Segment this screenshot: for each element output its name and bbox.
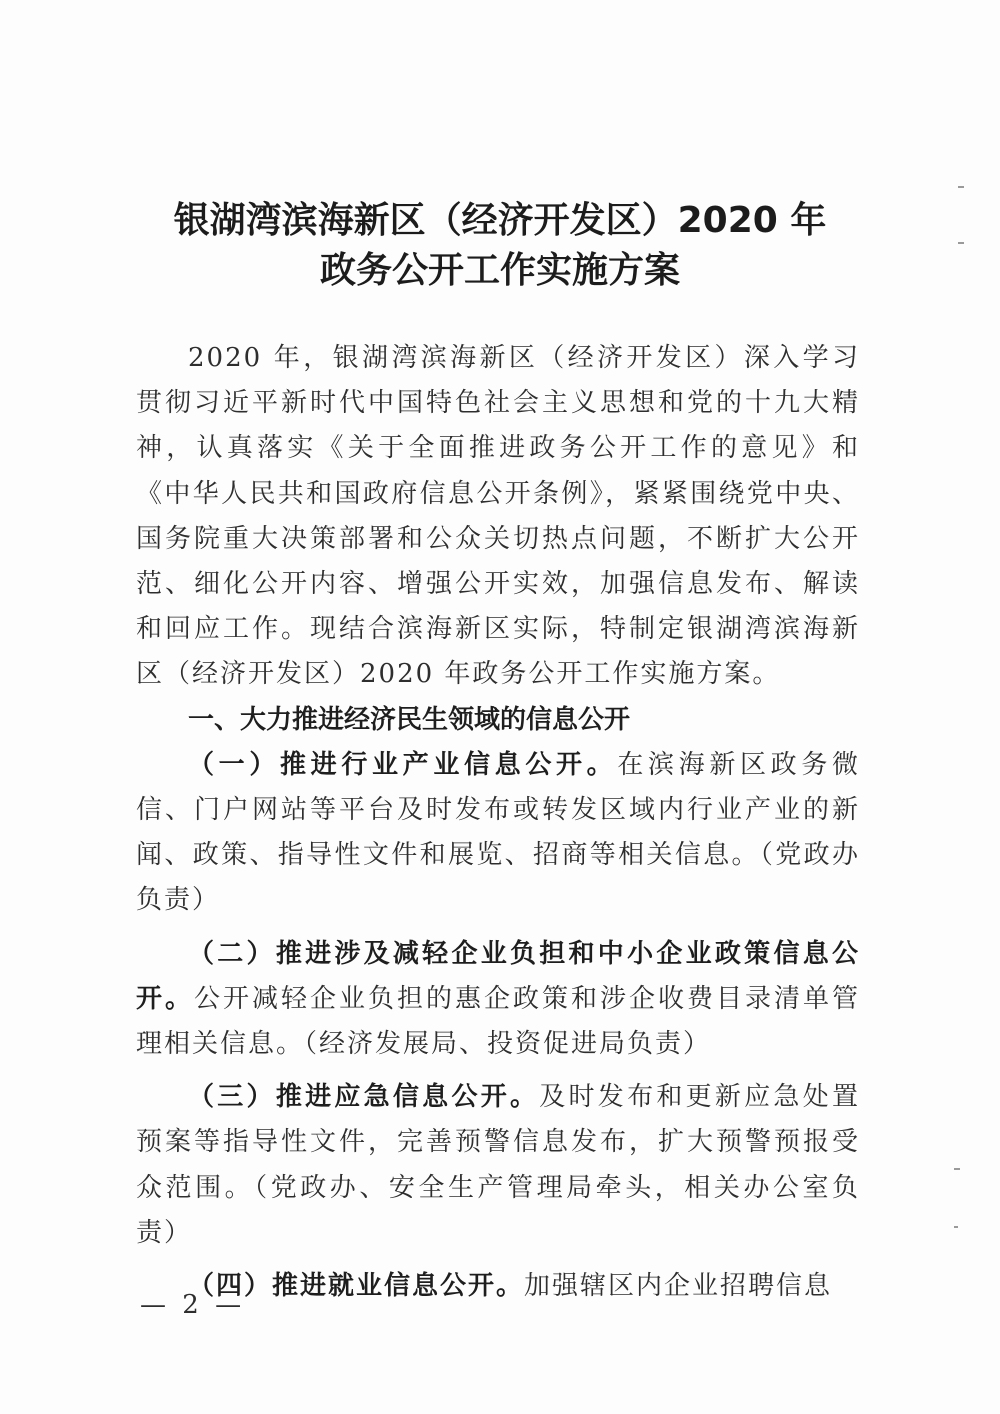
document-body xyxy=(136,336,860,1309)
item-text-3: 及时发布和更新应急处置预案等指导性文件，完善预警信息发布，扩大预警预报受众范围。（党政办、安全生产管理局牵头，相关办公室负责） xyxy=(136,1082,860,1248)
item-lead-4: （四）推进就业信息公开。 xyxy=(188,1271,525,1302)
document-title-line-2: 政务公开工作实施方案 xyxy=(319,250,680,291)
scan-speck xyxy=(954,1226,958,1228)
item-paragraph-1 xyxy=(136,743,860,924)
item-lead-2: （二）推进涉及减轻企业负担和中小企业政策信息公开。 xyxy=(136,938,860,1014)
item-text-1: 在滨海新区政务微信、门户网站等平台及时发布或转发区域内行业产业的新闻、政策、指导性文件和展览、招商等相关信息。（党政办负责） xyxy=(136,749,860,916)
scan-speck xyxy=(958,186,964,188)
item-text-2: 公开减轻企业负担的惠企政策和涉企收费目录清单管理相关信息。（经济发展局、投资促进局负责） xyxy=(136,983,860,1060)
scan-speck xyxy=(954,1168,960,1170)
item-lead-1: （一）推进行业产业信息公开。 xyxy=(188,749,618,780)
item-paragraph-3 xyxy=(136,1075,860,1256)
item-lead-3: （三）推进应急信息公开。 xyxy=(188,1082,540,1113)
item-paragraph-2 xyxy=(136,932,860,1068)
document-title-line-1: 银湖湾滨海新区（经济开发区）2020 年 xyxy=(173,200,827,241)
item-text-4: 加强辖区内企业招聘信息 xyxy=(524,1271,833,1302)
page-number: — 2 — xyxy=(140,1290,246,1320)
intro-paragraph: 2020 年，银湖湾滨海新区（经济开发区）深入学习贯彻习近平新时代中国特色社会主义思想和党的十九大精神，认真落实《关于全面推进政务公开工作的意见》和《中华人民共和国政府信息公开条例》，紧紧围绕党中央、国务院重大决策部署和公众关切热点问题，不断扩大公开范、细化公开内容、增强公开实效，加强信息发布、解读和回应工作。现结合滨海新区实际，特制定银湖湾滨海新区（经济开发区）2020 年政务公开工作实施方案。 xyxy=(136,343,860,690)
section-heading-1: 一、大力推进经济民生领域的信息公开 xyxy=(188,704,631,735)
scan-speck xyxy=(958,242,964,244)
